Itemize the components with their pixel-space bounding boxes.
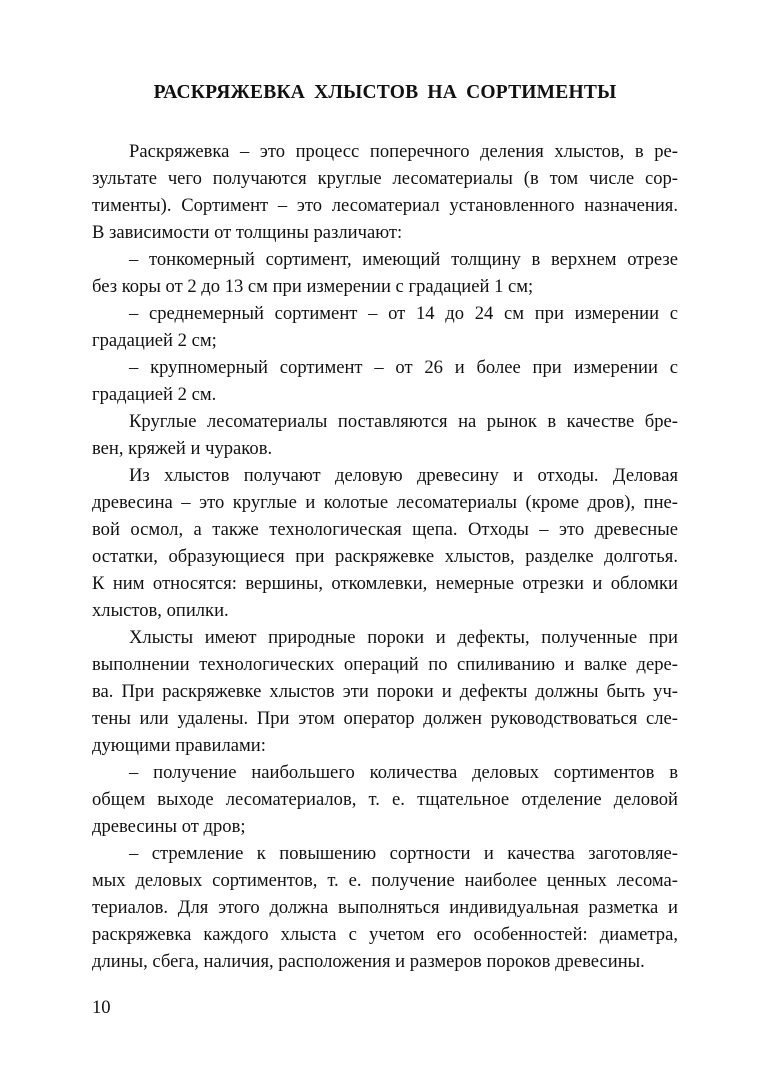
text-line: мых деловых сортиментов, т. е. получение наиболее ценных лесома- bbox=[92, 870, 678, 891]
text-line: – стремление к повышению сортности и качества заготовляе- bbox=[129, 843, 678, 864]
text-line: древесина – это круглые и колотые лесоматериалы (кроме дров), пне- bbox=[92, 492, 678, 513]
text-line: вой осмол, а также технологическая щепа. Отходы – это древесные bbox=[92, 519, 678, 540]
text-line: Хлысты имеют природные пороки и дефекты, полученные при bbox=[129, 627, 678, 648]
text-line: градацией 2 см. bbox=[92, 384, 217, 405]
text-line: – крупномерный сортимент – от 26 и более при измерении с bbox=[129, 357, 678, 378]
text-line: Из хлыстов получают деловую древесину и отходы. Деловая bbox=[129, 465, 678, 486]
text-line: – тонкомерный сортимент, имеющий толщину в верхнем отрезе bbox=[129, 249, 678, 270]
text-line: Круглые лесоматериалы поставляются на рынок в качестве бре- bbox=[129, 411, 678, 432]
page bbox=[92, 74, 678, 975]
text-line: К ним относятся: вершины, откомлевки, немерные отрезки и обломки bbox=[92, 573, 678, 594]
text-line: общем выходе лесоматериалов, т. е. тщательное отделение деловой bbox=[92, 789, 678, 810]
text-line: дующими правилами: bbox=[92, 735, 266, 756]
body-text bbox=[92, 138, 678, 975]
text-line: териалов. Для этого должна выполняться индивидуальная разметка и bbox=[92, 897, 678, 918]
text-line: Раскряжевка – это процесс поперечного деления хлыстов, в ре- bbox=[129, 141, 678, 162]
text-line: древесины от дров; bbox=[92, 816, 246, 837]
text-line: остатки, образующиеся при раскряжевке хлыстов, разделке долготья. bbox=[92, 546, 678, 567]
text-line: без коры от 2 до 13 см при измерении с градацией 1 см; bbox=[92, 276, 534, 297]
page-title: РАСКРЯЖЕВКА ХЛЫСТОВ НА СОРТИМЕНТЫ bbox=[153, 82, 617, 103]
text-line: ва. При раскряжевке хлыстов эти пороки и дефекты должны быть уч- bbox=[92, 681, 678, 702]
text-line: зультате чего получаются круглые лесоматериалы (в том числе сор- bbox=[92, 168, 678, 189]
text-line: длины, сбега, наличия, расположения и размеров пороков древесины. bbox=[92, 951, 645, 972]
text-line: – получение наибольшего количества деловых сортиментов в bbox=[129, 762, 678, 783]
text-line: тены или удалены. При этом оператор должен руководствоваться сле- bbox=[92, 708, 678, 729]
text-line: хлыстов, опилки. bbox=[92, 600, 229, 621]
text-line: градацией 2 см; bbox=[92, 330, 217, 351]
text-line: – среднемерный сортимент – от 14 до 24 см при измерении с bbox=[129, 303, 678, 324]
text-line: вен, кряжей и чураков. bbox=[92, 438, 273, 459]
text-line: раскряжевка каждого хлыста с учетом его особенностей: диаметра, bbox=[92, 924, 678, 945]
text-line: В зависимости от толщины различают: bbox=[92, 222, 403, 243]
text-line: тименты). Сортимент – это лесоматериал установленного назначения. bbox=[92, 195, 678, 216]
page-number: 10 bbox=[92, 997, 111, 1018]
text-line: выполнении технологических операций по спиливанию и валке дере- bbox=[92, 654, 678, 675]
